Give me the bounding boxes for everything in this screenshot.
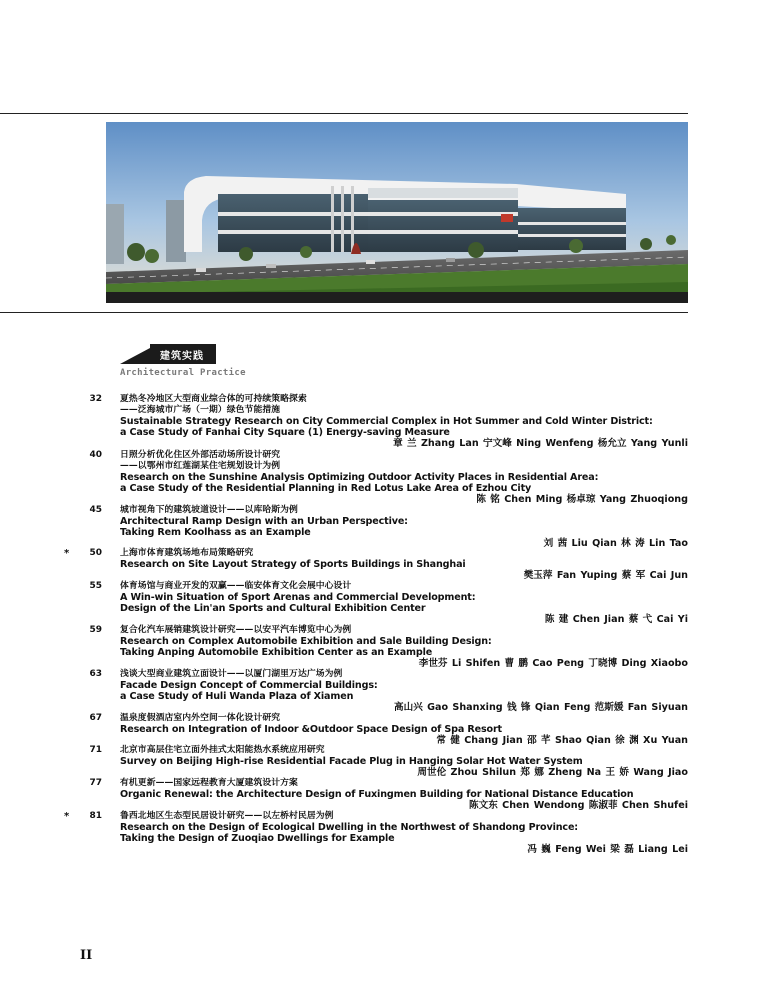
toc-title-line: Research on Complex Automobile Exhibition and Sale Building Design: xyxy=(120,636,492,647)
toc-title-line: 上海市体育建筑场地布局策略研究 xyxy=(120,548,254,558)
toc-title-block xyxy=(120,548,466,570)
highlight-star: * xyxy=(64,548,70,559)
toc-title-line: Taking Rem Koolhass as an Example xyxy=(120,527,311,538)
building-rendering-image xyxy=(106,122,688,303)
toc-title-line: 夏热冬冷地区大型商业综合体的可持续策略探索 xyxy=(120,394,307,404)
toc-title-line: 体育场馆与商业开发的双赢——临安体育文化会展中心设计 xyxy=(120,581,352,591)
toc-title-line: Architectural Ramp Design with an Urban Perspective: xyxy=(120,516,408,527)
toc-title-block xyxy=(120,394,653,438)
toc-page-number: 45 xyxy=(89,505,102,515)
toc-authors: 冯 巍 Feng Wei 梁 磊 Liang Lei xyxy=(527,844,688,855)
toc-title-line: Survey on Beijing High-rise Residential Facade Plug in Hanging Solar Hot Water System xyxy=(120,756,583,767)
top-rule xyxy=(0,113,688,114)
toc-title-line: A Win-win Situation of Sport Arenas and Commercial Development: xyxy=(120,592,476,603)
toc-title-line: Design of the Lin'an Sports and Cultural Exhibition Center xyxy=(120,603,426,614)
toc-authors: 高山兴 Gao Shanxing 钱 锋 Qian Feng 范斯媛 Fan Siyuan xyxy=(394,702,688,713)
toc-page-number: 81 xyxy=(89,811,102,821)
toc-title-block xyxy=(120,625,492,658)
page-number: II xyxy=(80,948,93,963)
toc-page-number: 71 xyxy=(89,745,102,755)
toc-title-block xyxy=(120,581,475,614)
toc-title-line: Facade Design Concept of Commercial Buildings: xyxy=(120,680,378,691)
toc-title-block xyxy=(120,669,378,702)
toc-page-number: 40 xyxy=(89,450,102,460)
toc-title-line: Sustainable Strategy Research on City Commercial Complex in Hot Summer and Cold Winter District: xyxy=(120,416,653,427)
toc-title-line: 城市视角下的建筑坡道设计——以库哈斯为例 xyxy=(120,505,298,515)
toc-title-block xyxy=(120,713,502,735)
toc-title-line: Research on the Sunshine Analysis Optimizing Outdoor Activity Places in Residential Area: xyxy=(120,472,599,483)
toc-title-line: a Case Study of the Residential Planning in Red Lotus Lake Area of Ezhou City xyxy=(120,483,532,494)
toc-title-line: ——以鄂州市红莲湖某住宅规划设计为例 xyxy=(120,461,281,471)
toc-title-line: Taking the Design of Zuoqiao Dwellings for Example xyxy=(120,833,395,844)
highlight-star: * xyxy=(64,811,70,822)
toc-title-line: Taking Anping Automobile Exhibition Center as an Example xyxy=(120,647,433,658)
toc-page-number: 67 xyxy=(89,713,102,723)
toc-title-line: a Case Study of Fanhai City Square (1) Energy-saving Measure xyxy=(120,427,450,438)
toc-title-block xyxy=(120,450,598,494)
toc-title-line: Research on Site Layout Strategy of Sports Buildings in Shanghai xyxy=(120,559,466,570)
toc-title-line: 鲁西北地区生态型民居设计研究——以左桥村民居为例 xyxy=(120,811,334,821)
toc-page-number: 59 xyxy=(89,625,102,635)
bottom-rule xyxy=(0,312,688,313)
toc-authors: 章 兰 Zhang Lan 宁文峰 Ning Wenfeng 杨允立 Yang Yunli xyxy=(393,438,688,449)
toc-title-line: 浅谈大型商业建筑立面设计——以厦门湖里万达广场为例 xyxy=(120,669,343,679)
section-title-en: Architectural Practice xyxy=(120,368,246,378)
toc-title-block xyxy=(120,778,633,800)
toc-authors: 陈 建 Chen Jian 蔡 弋 Cai Yi xyxy=(544,614,688,625)
toc-title-line: 温泉度假酒店室内外空间一体化设计研究 xyxy=(120,713,281,723)
toc-title-block xyxy=(120,505,408,538)
toc-title-line: Research on the Design of Ecological Dwelling in the Northwest of Shandong Province: xyxy=(120,822,578,833)
toc-title-line: 有机更新——国家远程教育大厦建筑设计方案 xyxy=(120,778,298,788)
toc-page-number: 32 xyxy=(89,394,102,404)
toc-title-line: 北京市高层住宅立面外挂式太阳能热水系统应用研究 xyxy=(120,745,325,755)
toc-title-line: a Case Study of Huli Wanda Plaza of Xiamen xyxy=(120,691,354,702)
section-title-cn: 建筑实践 xyxy=(160,351,204,362)
toc-page-number: 55 xyxy=(89,581,102,591)
toc-title-line: 日照分析优化住区外部活动场所设计研究 xyxy=(120,450,281,460)
toc-page-number: 50 xyxy=(89,548,102,558)
toc-authors: 刘 茜 Liu Qian 林 涛 Lin Tao xyxy=(543,538,688,549)
toc-authors: 陈文东 Chen Wendong 陈淑菲 Chen Shufei xyxy=(469,800,688,811)
toc-authors: 李世芬 Li Shifen 曹 鹏 Cao Peng 丁晓博 Ding Xiaobo xyxy=(418,658,688,669)
toc-authors: 常 健 Chang Jian 邵 芊 Shao Qian 徐 渊 Xu Yuan xyxy=(436,735,688,746)
toc-title-block xyxy=(120,811,578,844)
toc-title-line: Organic Renewal: the Architecture Design of Fuxingmen Building for National Distance Education xyxy=(120,789,634,800)
toc-authors: 周世伦 Zhou Shilun 郑 娜 Zheng Na 王 娇 Wang Jiao xyxy=(417,767,688,778)
toc-page-number: 63 xyxy=(89,669,102,679)
toc-title-line: 复合化汽车展销建筑设计研究——以安平汽车博览中心为例 xyxy=(120,625,352,635)
toc-authors: 樊玉萍 Fan Yuping 蔡 军 Cai Jun xyxy=(523,570,688,581)
toc-title-line: ——泛海城市广场（一期）绿色节能措施 xyxy=(120,405,281,415)
toc-title-block xyxy=(120,745,583,767)
toc-title-line: Research on Integration of Indoor &Outdoor Space Design of Spa Resort xyxy=(120,724,502,735)
toc-page-number: 77 xyxy=(89,778,102,788)
toc-authors: 陈 铭 Chen Ming 杨卓琼 Yang Zhuoqiong xyxy=(476,494,688,505)
